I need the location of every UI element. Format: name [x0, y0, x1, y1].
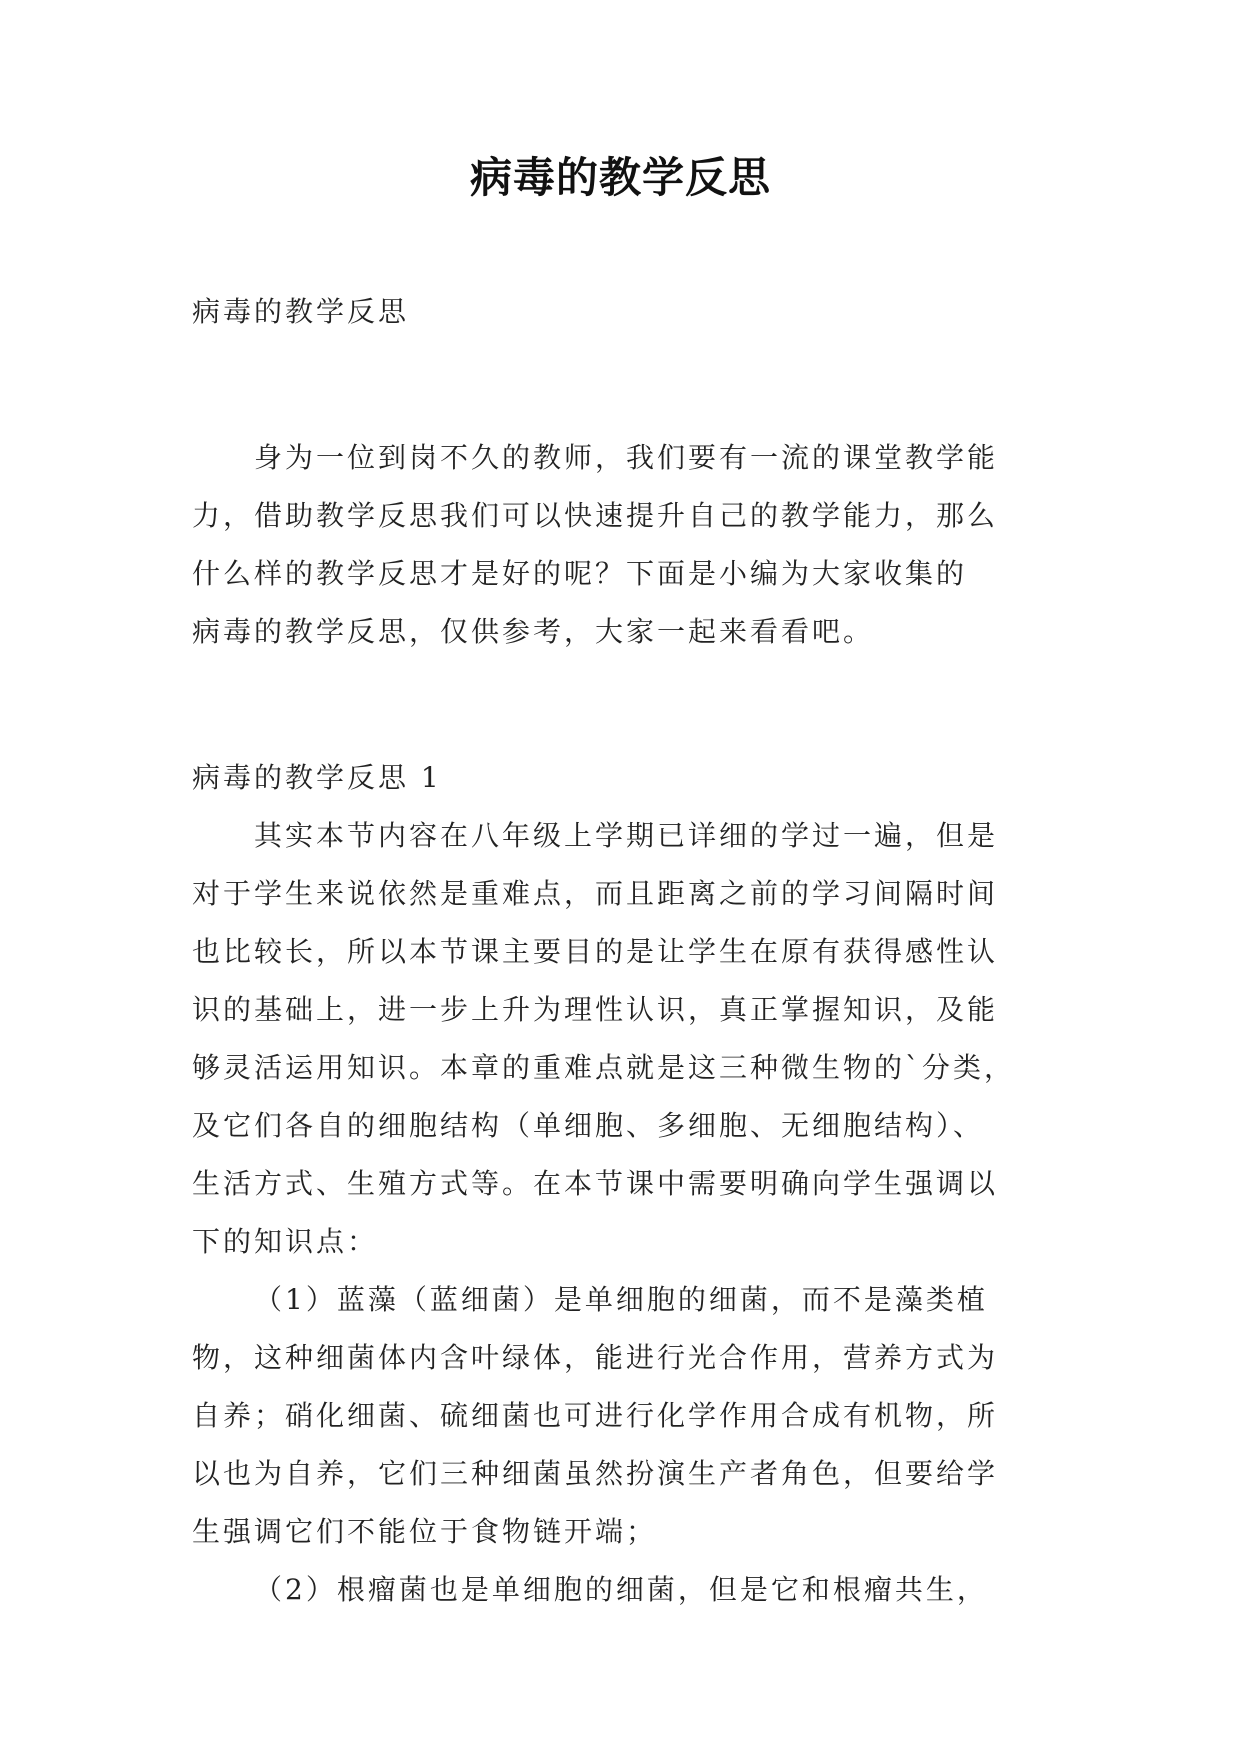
paragraph-line: 物，这种细菌体内含叶绿体，能进行光合作用，营养方式为 — [192, 1341, 999, 1374]
paragraph-line: 及它们各自的细胞结构（单细胞、多细胞、无细胞结构）、 — [192, 1109, 985, 1142]
paragraph-line: 识的基础上，进一步上升为理性认识，真正掌握知识，及能 — [192, 993, 999, 1026]
intro-line: 病毒的教学反思，仅供参考，大家一起来看看吧。 — [192, 615, 875, 648]
document-title: 病毒的教学反思 — [469, 153, 771, 202]
paragraph-line: 对于学生来说依然是重难点，而且距离之前的学习间隔时间 — [192, 877, 999, 910]
paragraph-line: 也比较长，所以本节课主要目的是让学生在原有获得感性认 — [192, 935, 999, 968]
paragraph-line: 够灵活运用知识。本章的重难点就是这三种微生物的`分类， — [192, 1051, 1016, 1084]
paragraph-line: 自养；硝化细菌、硫细菌也可进行化学作用合成有机物，所 — [192, 1399, 999, 1432]
intro-line: 什么样的教学反思才是好的呢？下面是小编为大家收集的 — [192, 557, 968, 590]
paragraph-line: 生活方式、生殖方式等。在本节课中需要明确向学生强调以 — [192, 1167, 999, 1200]
intro-line: 身为一位到岗不久的教师，我们要有一流的课堂教学能 — [254, 441, 999, 474]
paragraph-line: 以也为自养，它们三种细菌虽然扮演生产者角色，但要给学 — [192, 1457, 999, 1490]
paragraph-line: （2）根瘤菌也是单细胞的细菌，但是它和根瘤共生， — [254, 1573, 988, 1606]
paragraph-line: 下的知识点： — [192, 1225, 379, 1258]
spacer — [192, 661, 1062, 749]
paragraph-line: 生强调它们不能位于食物链开端； — [192, 1515, 658, 1548]
paragraph-line: 其实本节内容在八年级上学期已详细的学过一遍，但是 — [254, 819, 999, 852]
spacer — [192, 341, 1062, 429]
subtitle-line: 病毒的教学反思 — [192, 295, 410, 328]
section-heading: 病毒的教学反思 1 — [192, 761, 442, 794]
intro-line: 力，借助教学反思我们可以快速提升自己的教学能力，那么 — [192, 499, 999, 532]
paragraph-line: （1）蓝藻（蓝细菌）是单细胞的细菌，而不是藻类植 — [254, 1283, 988, 1316]
document-body — [192, 283, 1062, 1619]
